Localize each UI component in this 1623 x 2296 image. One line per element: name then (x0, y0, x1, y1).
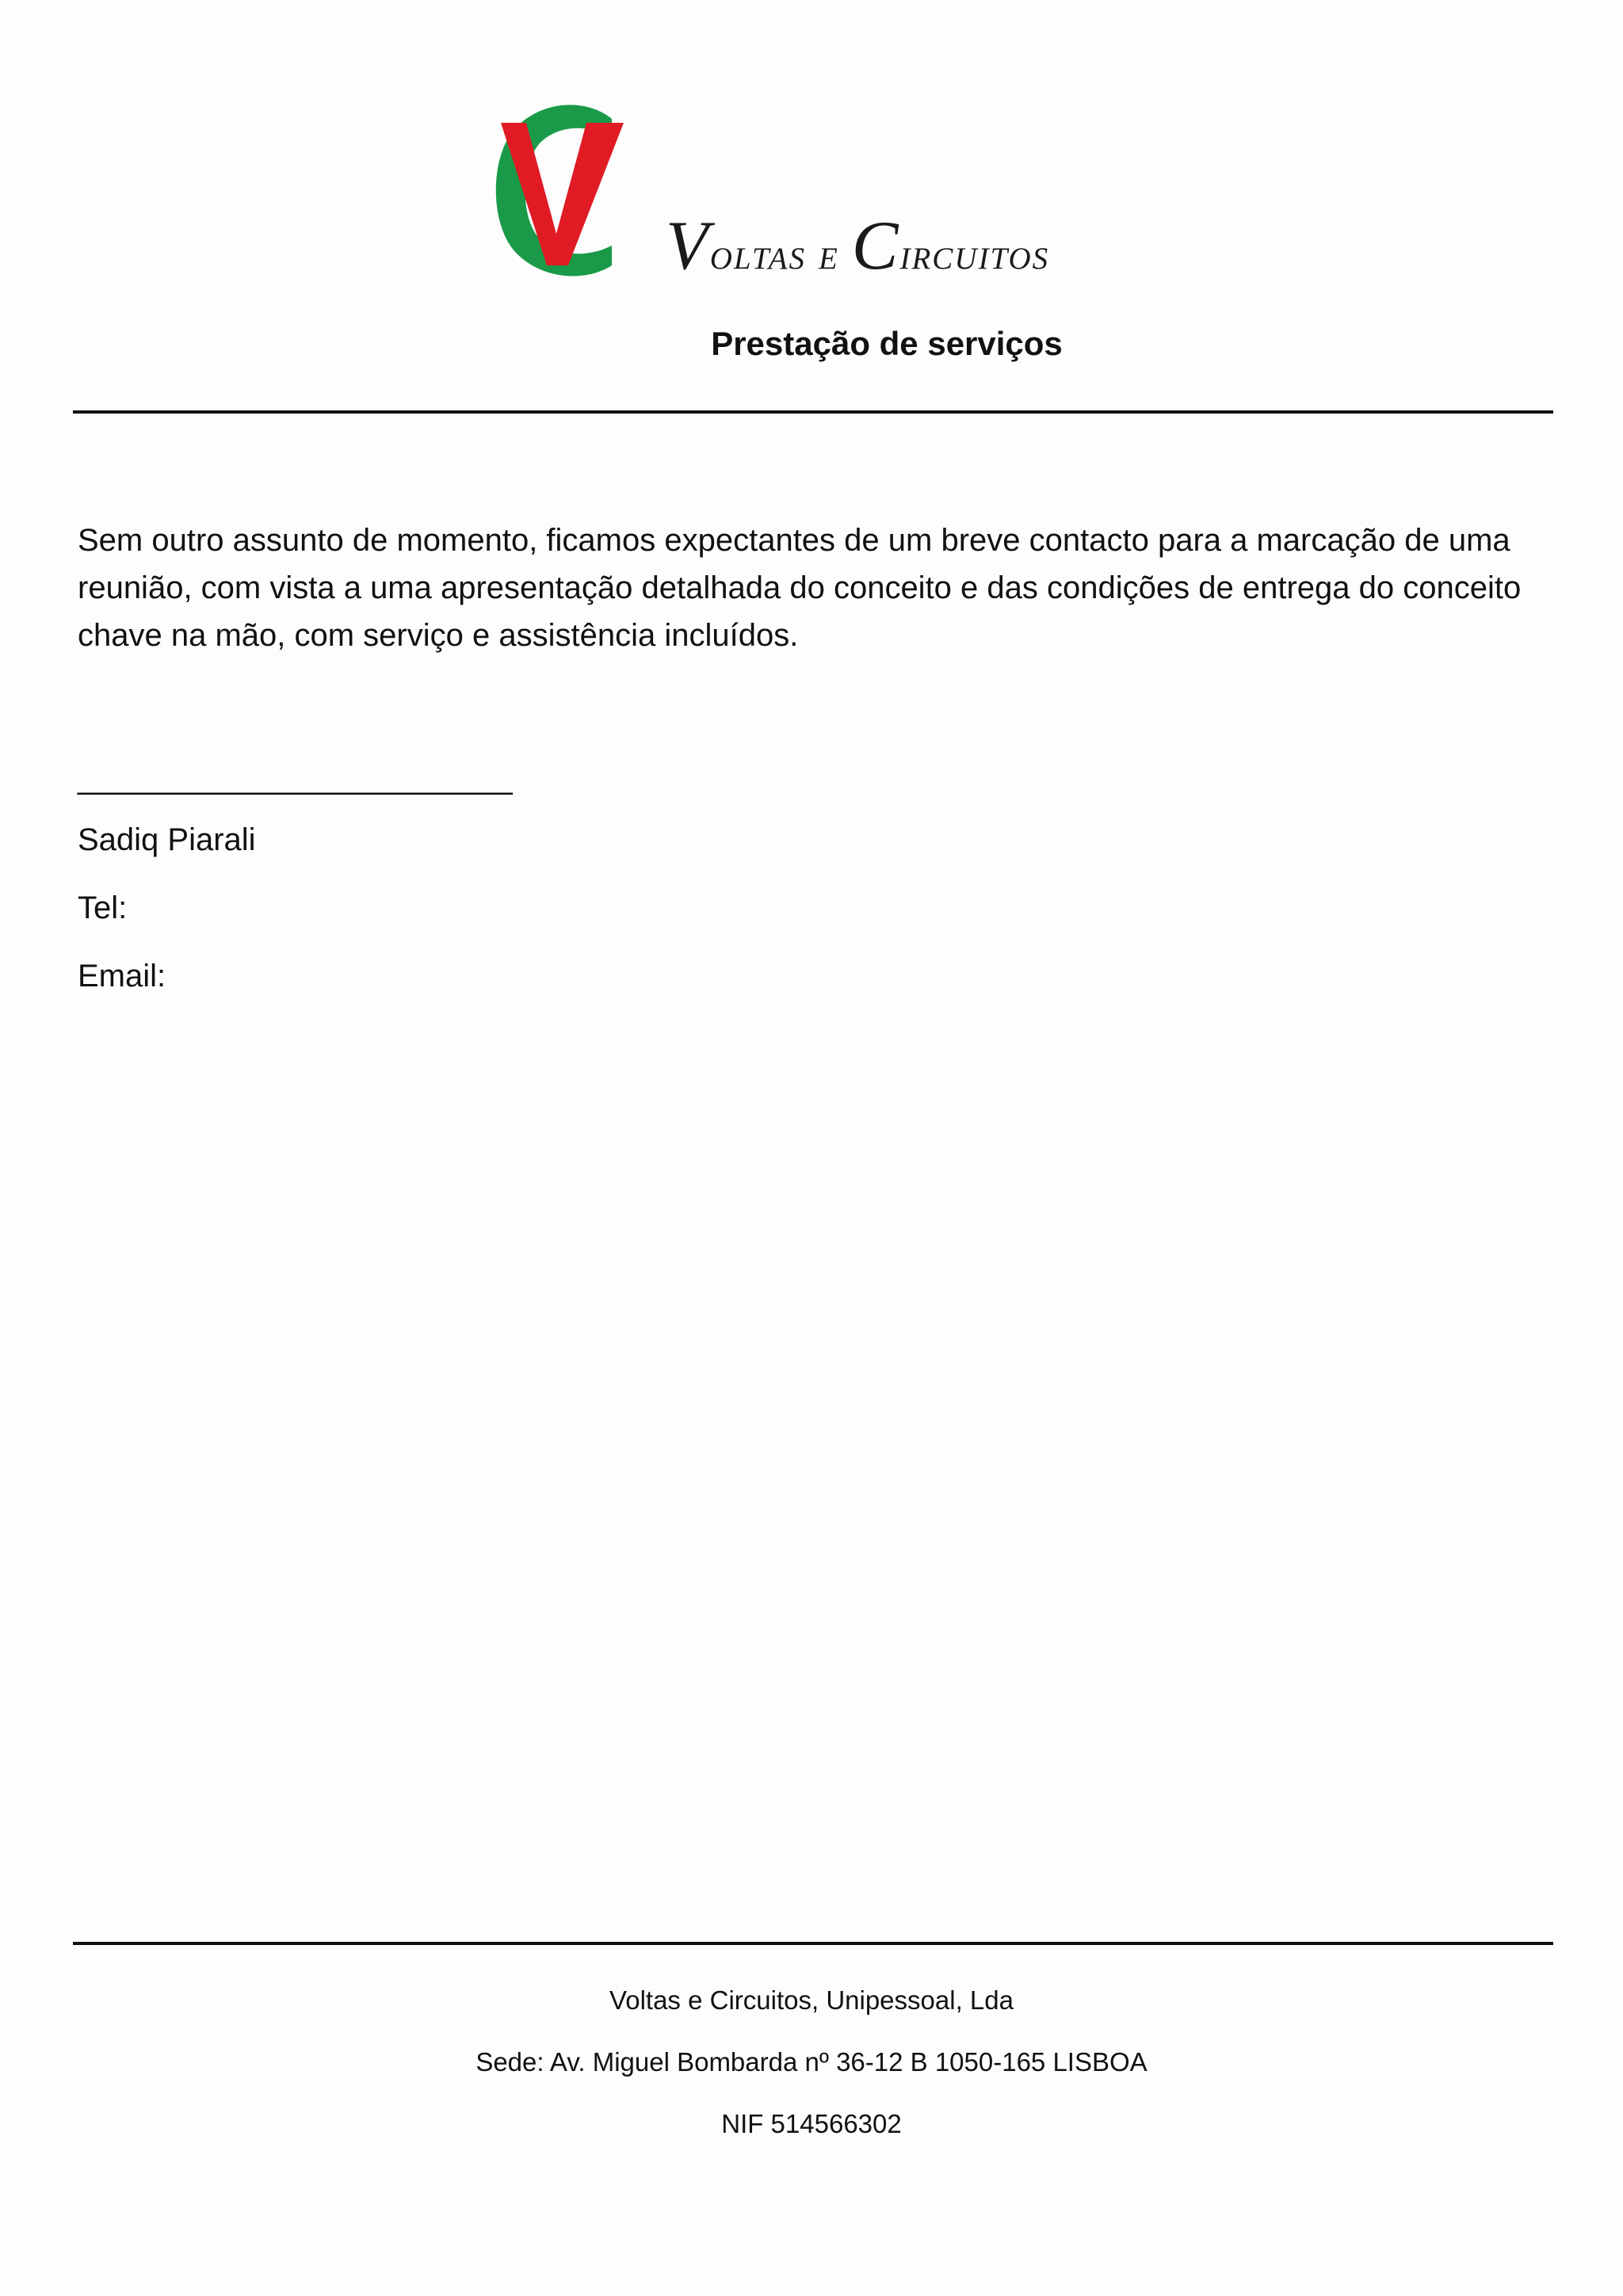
brand-name: Voltas e Circuitos (666, 208, 1050, 284)
footer-address: Sede: Av. Miguel Bombarda nº 36-12 B 1050-165 LISBOA (475, 2047, 1148, 2077)
header-divider (73, 410, 1553, 414)
footer-nif: NIF 514566302 (721, 2109, 902, 2138)
document-title: Prestação de serviços (711, 325, 1063, 362)
signature-line: ___________________________ (78, 761, 511, 795)
tel-label: Tel: (78, 891, 128, 925)
footer-company: Voltas e Circuitos, Unipessoal, Lda (609, 1985, 1014, 2015)
company-logo (485, 95, 1135, 293)
signatory-name: Sadiq Piarali (78, 822, 256, 857)
email-label: Email: (78, 959, 166, 994)
body-paragraph: Sem outro assunto de momento, ficamos expectantes de um breve contacto para a marcação de uma reunião, com vista a uma apresentação detalhada do conceito e das condições de entrega do conceito chave na mão, com serviço e assistência incluídos. (78, 523, 1522, 653)
footer-divider (73, 1942, 1553, 1945)
cv-logo-icon (485, 95, 636, 285)
